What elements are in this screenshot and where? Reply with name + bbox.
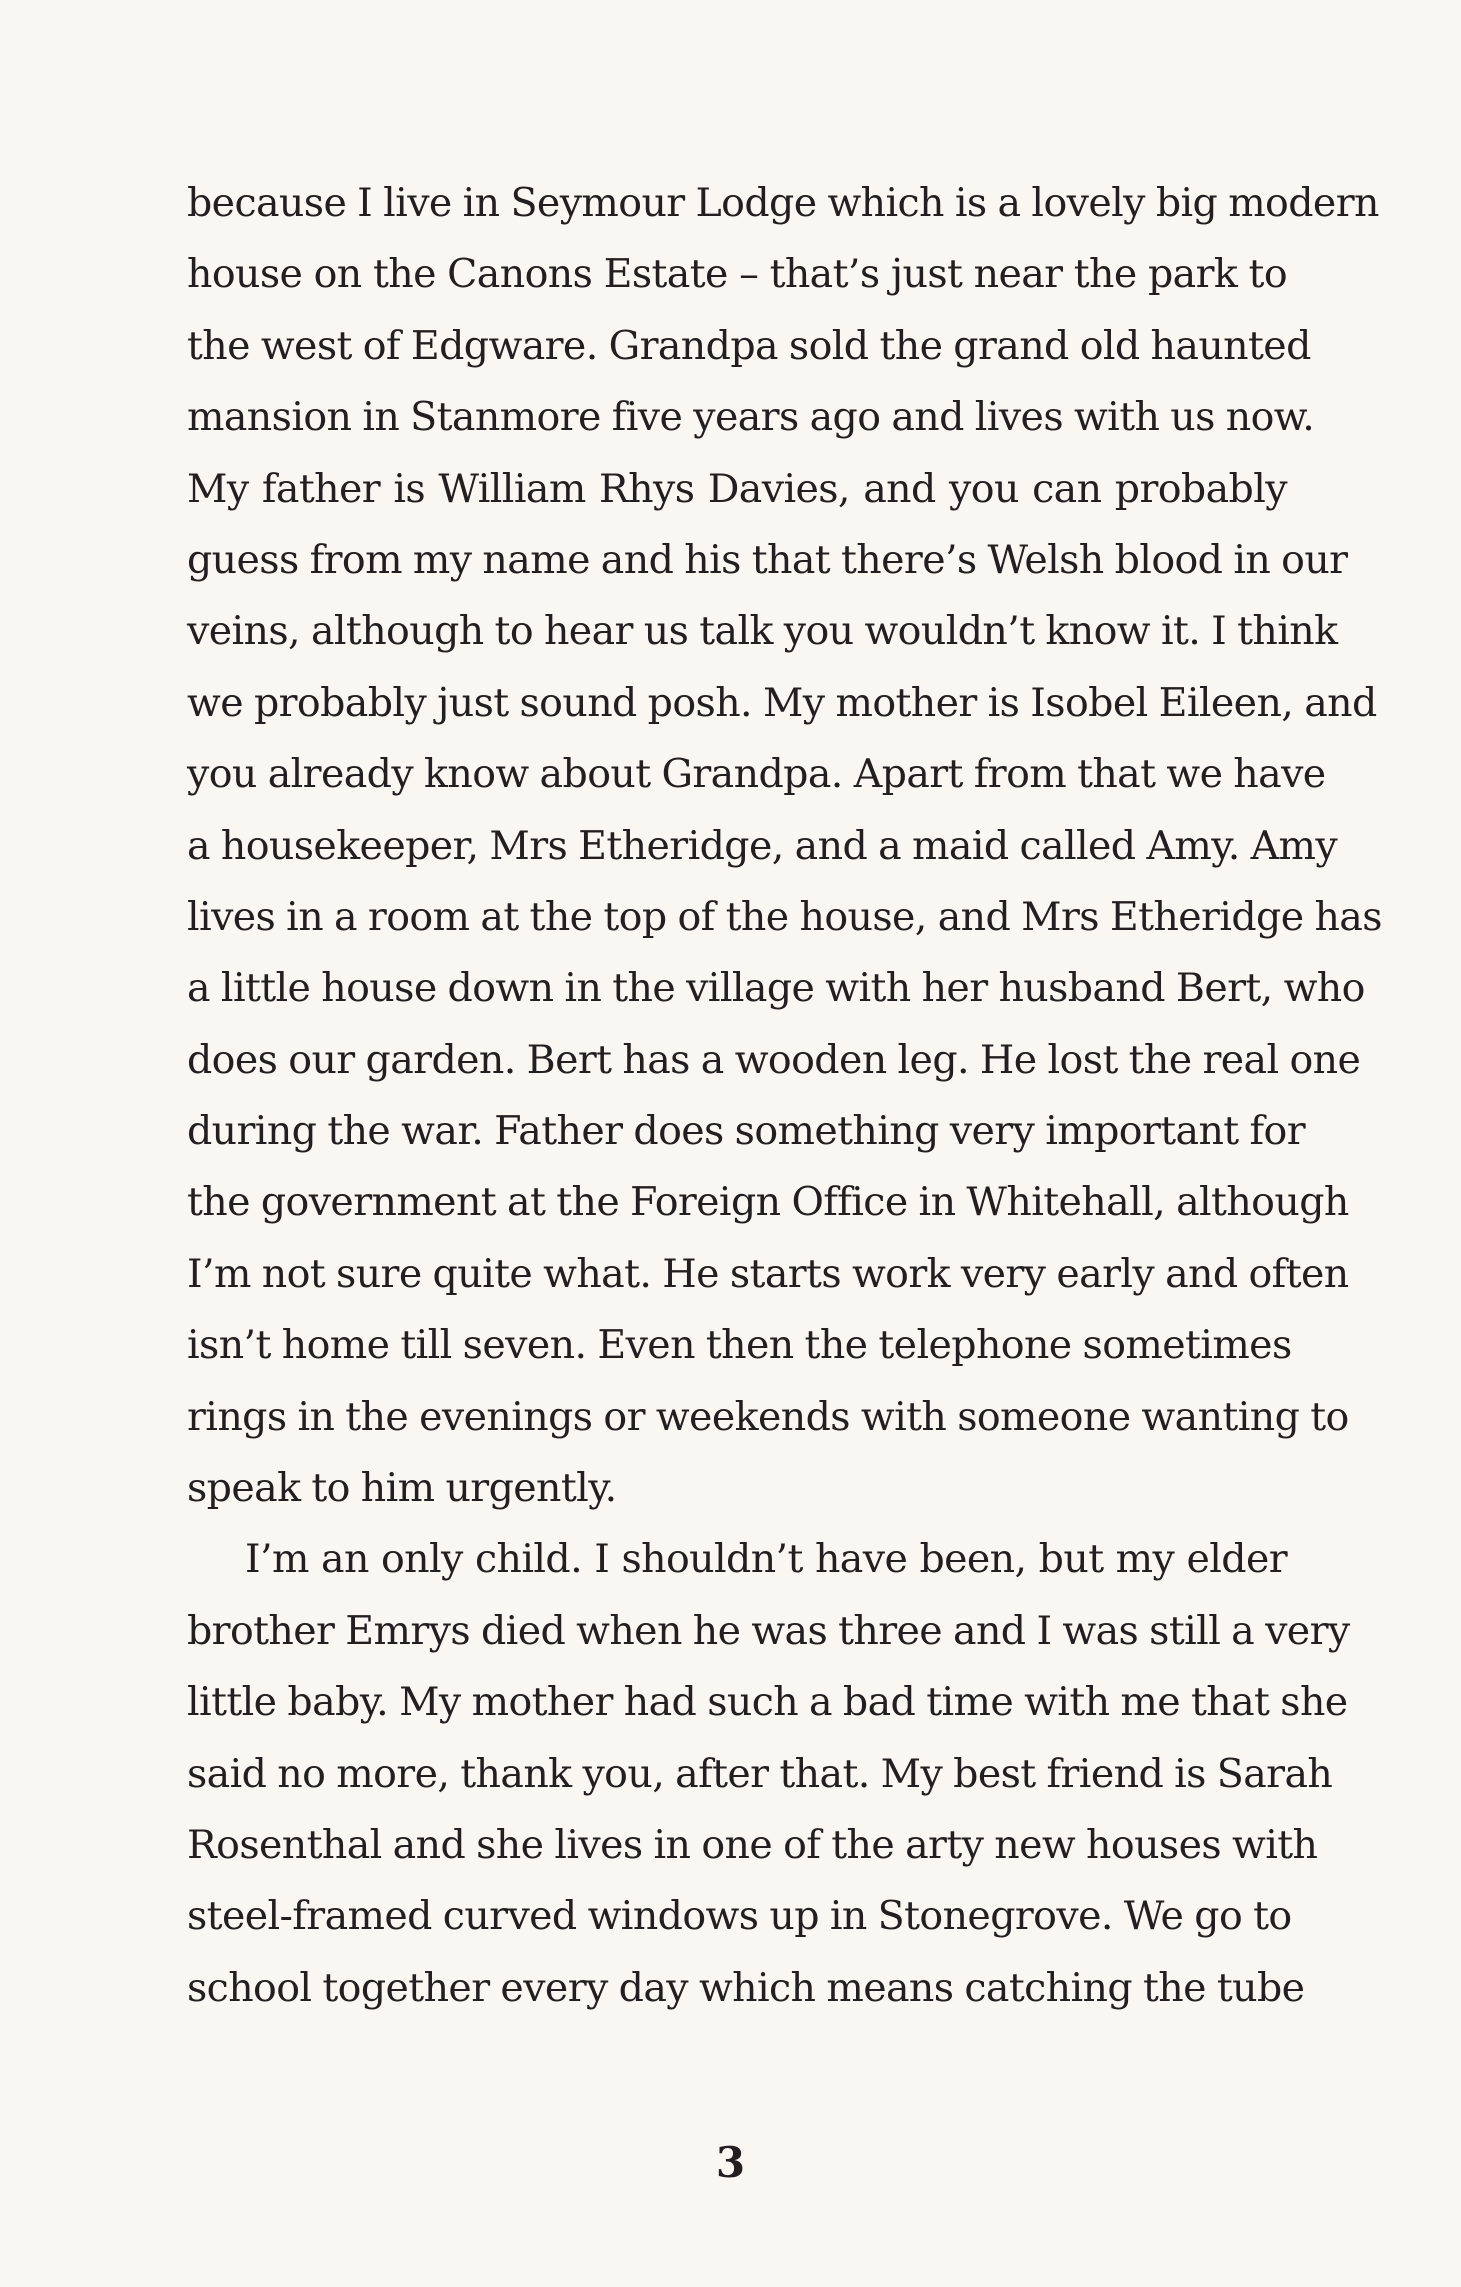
text-line: because I live in Seymour Lodge which is a lovely big modern <box>187 180 1379 226</box>
text-line: a little house down in the village with her husband Bert, who <box>187 965 1365 1012</box>
text-line: My father is William Rhys Davies, and you can probably <box>187 465 1287 512</box>
text-line: little baby. My mother had such a bad time with me that she <box>187 1679 1348 1726</box>
text-line: I’m not sure quite what. He starts work very early and often <box>187 1250 1349 1297</box>
text-line: rings in the evenings or weekends with someone wanting to <box>187 1393 1349 1440</box>
text-line: said no more, thank you, after that. My best friend is Sarah <box>187 1750 1333 1797</box>
text-line: veins, although to hear us talk you wouldn’t know it. I think <box>187 608 1338 655</box>
body-text <box>187 168 1382 2024</box>
text-line: school together every day which means catching the tube <box>187 1964 1305 2011</box>
text-line: the government at the Foreign Office in Whitehall, although <box>187 1179 1349 1226</box>
text-line: the west of Edgware. Grandpa sold the grand old haunted <box>187 322 1311 369</box>
text-line: we probably just sound posh. My mother is Isobel Eileen, and <box>187 679 1377 726</box>
text-line: you already know about Grandpa. Apart from that we have <box>187 751 1326 798</box>
text-line: brother Emrys died when he was three and I was still a very <box>187 1607 1350 1654</box>
text-line: steel-framed curved windows up in Stonegrove. We go to <box>187 1893 1292 1940</box>
text-line: Rosenthal and she lives in one of the arty new houses with <box>187 1821 1318 1868</box>
text-line: lives in a room at the top of the house, and Mrs Etheridge has <box>187 893 1382 940</box>
text-line: a housekeeper, Mrs Etheridge, and a maid called Amy. Amy <box>187 822 1338 869</box>
text-line: guess from my name and his that there’s Welsh blood in our <box>187 536 1348 583</box>
text-line: isn’t home till seven. Even then the telephone sometimes <box>187 1322 1292 1369</box>
text-line: speak to him urgently. <box>187 1465 617 1512</box>
paragraph-start-line: I’m an only child. I shouldn’t have been, but my elder <box>245 1536 1287 1583</box>
text-line: does our garden. Bert has a wooden leg. He lost the real one <box>187 1036 1361 1083</box>
text-line: house on the Canons Estate – that’s just near the park to <box>187 251 1287 298</box>
text-line: mansion in Stanmore five years ago and lives with us now. <box>187 394 1315 441</box>
page-number: 3 <box>715 2138 746 2187</box>
text-line: during the war. Father does something very important for <box>187 1108 1306 1155</box>
